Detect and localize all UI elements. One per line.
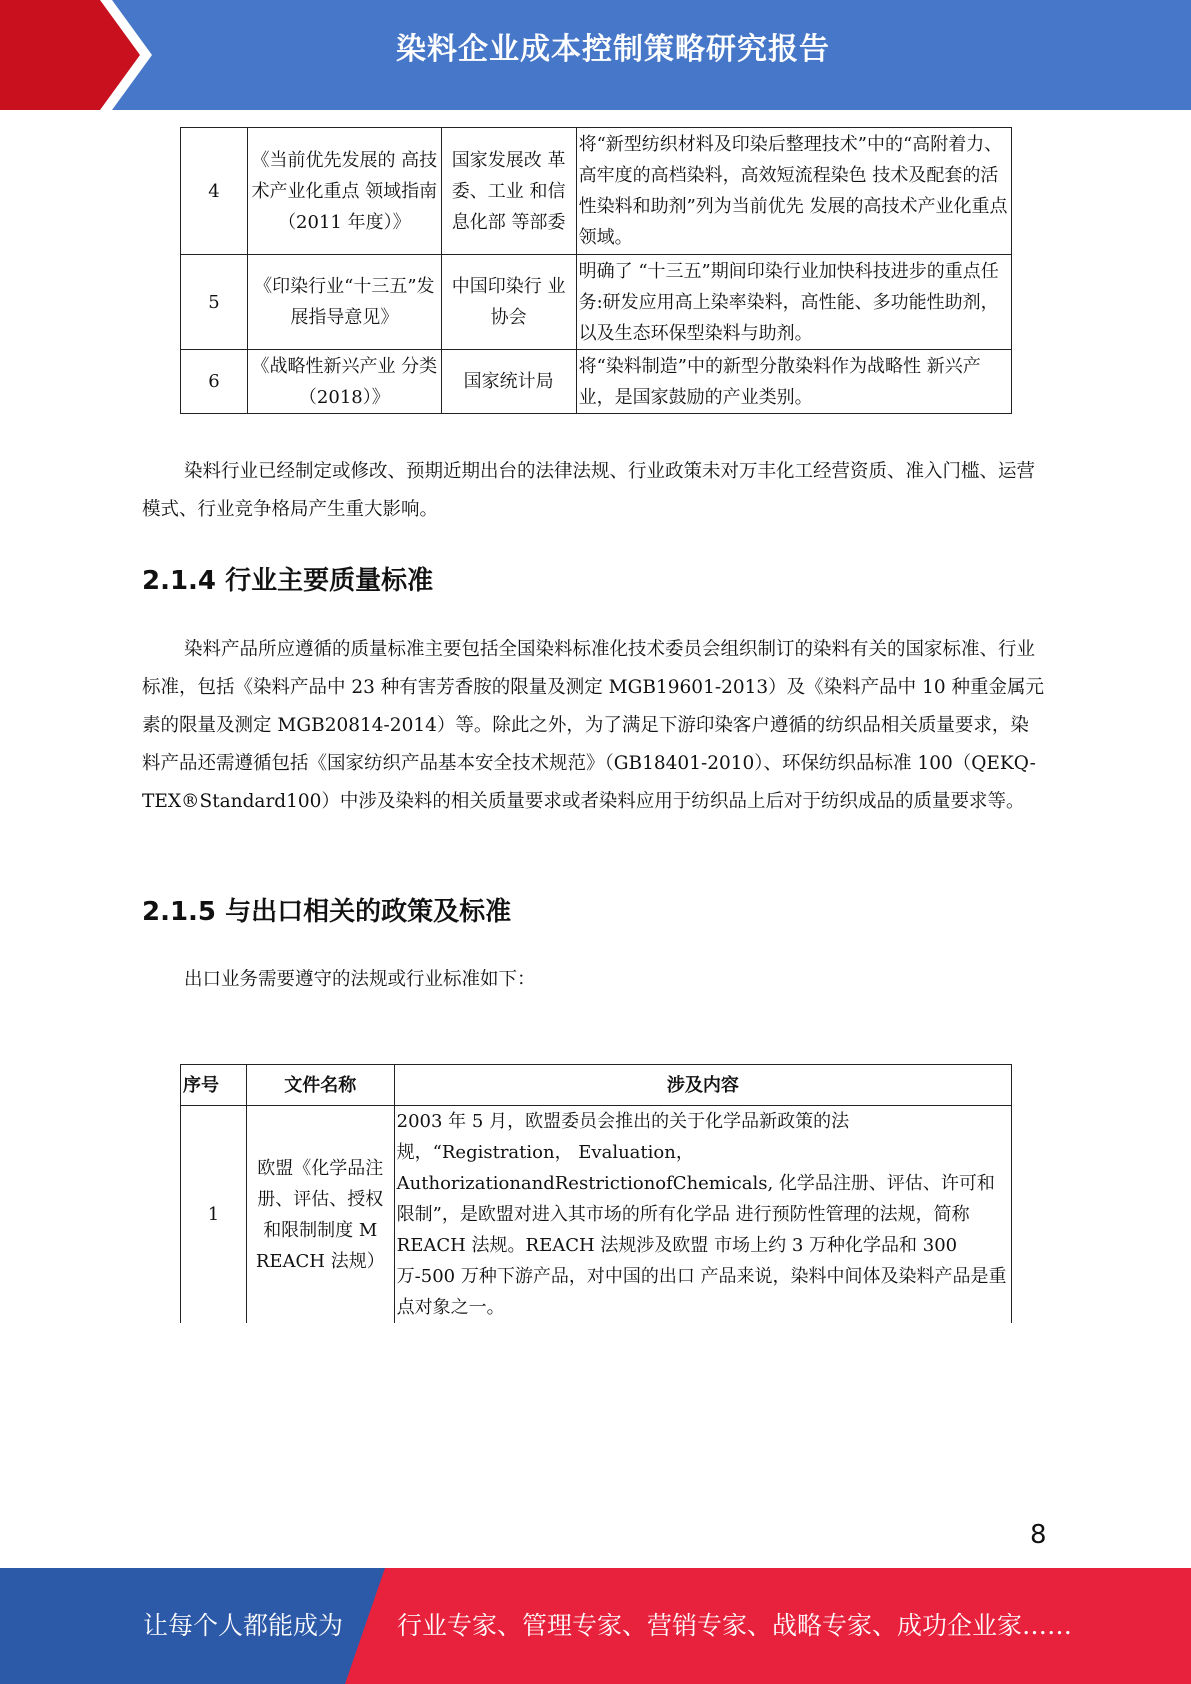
footer-slogan-left: 让每个人都能成为 [143,1611,344,1640]
content-summary: 将“新型纺织材料及印染后整理技术”中的“高附着力、高牢度的高档染料，高效短流程染色 技术及配套的活性染料和助剂”列为当前优先 发展的高技术产业化重点领域。 [576,128,1011,255]
policy-table-continued [180,127,1012,414]
table-row [181,350,1012,414]
issuing-organization: 中国印染行 业协会 [441,255,576,350]
footer-slogan-right: 行业专家、管理专家、营销专家、战略专家、成功企业家…… [397,1611,1073,1640]
row-number: 5 [181,255,248,350]
header-content: 涉及内容 [394,1065,1011,1106]
row-number: 6 [181,350,248,414]
content-summary: 明确了 “十三五”期间印染行业加快科技进步的重点任务:研发应用高上染率染料，高性能、多功能性助剂，以及生态环保型染料与助剂。 [576,255,1011,350]
header-title: 染料企业成本控制策略研究报告 [396,32,830,67]
paragraph-export-intro: 出口业务需要遵守的法规或行业标准如下： [184,969,536,990]
content-summary: 2003 年 5 月，欧盟委员会推出的关于化学品新政策的法规，“Registration， Evaluation， AuthorizationandRestrictionofChemicals, 化学品注册、评估、许可和限制”，是欧盟对进入其市场的所有化学品 进行预防性管理的法规，简称 REACH 法规。REACH 法规涉及欧盟 市场上约 3 万种化学品和 300 万-500 万种下游产品，对中国的出口 产品来说，染料中间体及染料产品是重点对象之一。 [394,1106,1011,1324]
row-number: 4 [181,128,248,255]
header-no: 序号 [181,1065,247,1106]
issuing-organization: 国家统计局 [441,350,576,414]
document-name: 《当前优先发展的 高技术产业化重点 领域指南（2011 年度）》 [247,128,441,255]
content-summary: 将“染料制造”中的新型分散染料作为战略性 新兴产业，是国家鼓励的产业类别。 [576,350,1011,414]
table-row [181,128,1012,255]
document-name: 《战略性新兴产业 分类（2018）》 [247,350,441,414]
export-standards-table [180,1064,1012,1323]
document-name: 《印染行业“十三五”发展指导意见》 [247,255,441,350]
section-heading-2-1-5: 2.1.5 与出口相关的政策及标准 [142,897,512,927]
row-number: 1 [181,1106,247,1324]
paragraph-quality-standards: 染料产品所应遵循的质量标准主要包括全国染料标准化技术委员会组织制订的染料有关的国家标准、行业标准，包括《染料产品中 23 种有害芳香胺的限量及测定 MGB19601-2013）及《染料产品中 10 种重金属元素的限量及测定 MGB20814-2014）等。除此之外，为了满足下游印染客户遵循的纺织品相关质量要求，染料产品还需遵循包括《国家纺织产品基本安全技术规范》（GB18401-2010）、环保纺织品标准 100（QEKQ-TEX®Standard100）中涉及染料的相关质量要求或者染料应用于纺织品上后对于纺织成品的质量要求等。 [142,639,1044,812]
page-header [0,0,1191,110]
document-name: 欧盟《化学品注册、评估、授权和限制制度 M REACH 法规） [246,1106,394,1324]
page-number: 8 [1030,1520,1047,1550]
header-document-name: 文件名称 [246,1065,394,1106]
paragraph-regulation-impact: 染料行业已经制定或修改、预期近期出台的法律法规、行业政策未对万丰化工经营资质、准入门槛、运营模式、行业竞争格局产生重大影响。 [142,461,1036,520]
page-footer [0,1568,1191,1684]
issuing-organization: 国家发展改 革委、工业 和信息化部 等部委 [441,128,576,255]
table-header-row [181,1065,1012,1106]
table-row [181,255,1012,350]
table-row [181,1106,1012,1324]
section-heading-2-1-4: 2.1.4 行业主要质量标准 [142,566,434,596]
